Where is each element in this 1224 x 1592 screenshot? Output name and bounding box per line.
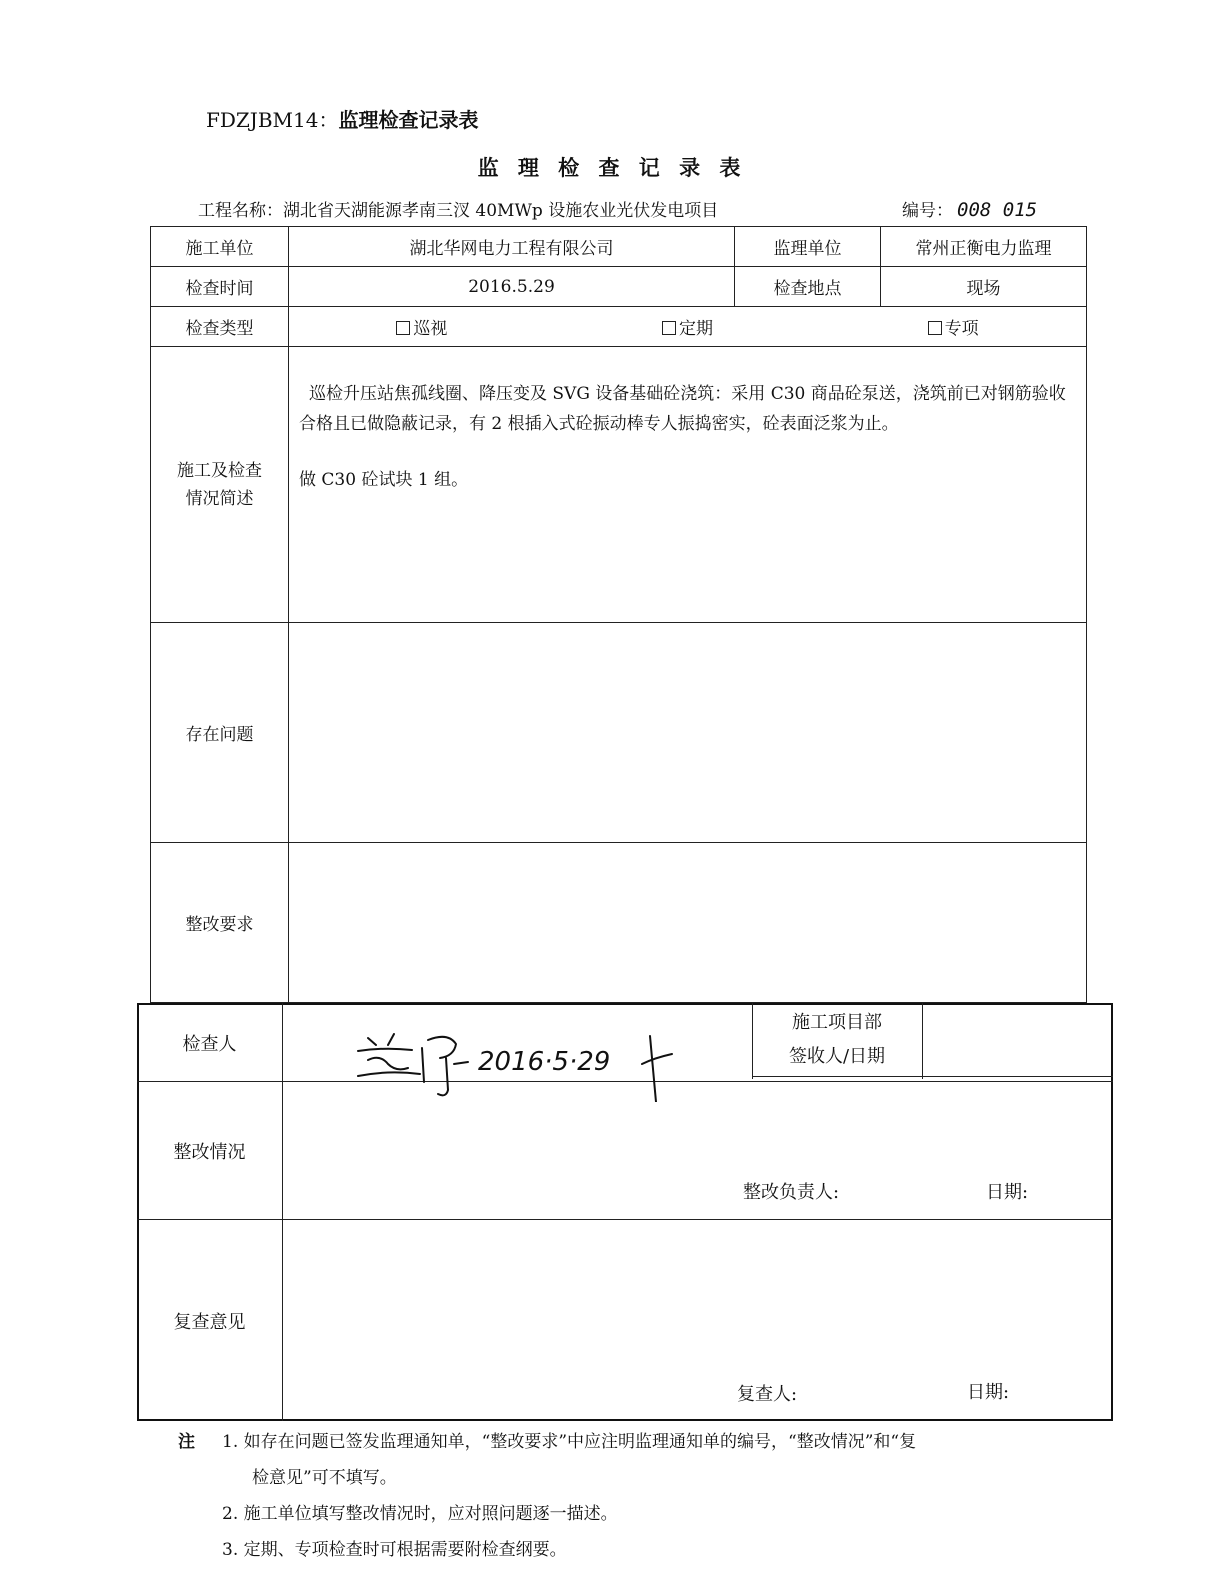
- rectification-responsible-label: 整改负责人:: [743, 1182, 840, 1203]
- serial-label: 编号：: [902, 201, 953, 221]
- supervision-unit-value: 常州正衡电力监理: [881, 227, 1087, 267]
- inspection-time-value: 2016.5.29: [289, 267, 735, 307]
- form-code-prefix: FDZJBM14：: [206, 108, 339, 132]
- divider: [752, 1076, 1113, 1077]
- serial-line: [902, 196, 1037, 221]
- dept-signoff-label: 施工项目部 签收人/日期: [788, 1012, 886, 1067]
- rectification-label: 整改情况: [173, 1142, 246, 1163]
- checkbox-icon: [662, 321, 676, 335]
- divider: [282, 1003, 283, 1421]
- form-code: [206, 104, 478, 133]
- reviewer-label: 复查人:: [737, 1384, 798, 1405]
- construction-unit-label: 施工单位: [151, 227, 289, 267]
- inspection-place-label: 检查地点: [735, 267, 881, 307]
- note-prefix: 注: [178, 1432, 195, 1452]
- review-date-label: 日期:: [967, 1382, 1010, 1403]
- note-item: 2. 施工单位填写整改情况时，应对照问题逐一描述。: [222, 1504, 618, 1524]
- type-option-patrol[interactable]: 巡视: [396, 314, 447, 339]
- inspection-place-value: 现场: [881, 267, 1087, 307]
- project-name: 湖北省天湖能源孝南三汊 40MWp 设施农业光伏发电项目: [283, 201, 719, 221]
- type-option-special[interactable]: 专项: [928, 314, 979, 339]
- record-table: [150, 226, 1087, 1003]
- inspector-signature: [354, 1018, 684, 1102]
- supervision-unit-label: 监理单位: [735, 227, 881, 267]
- checkbox-icon: [928, 321, 942, 335]
- footnotes: [178, 1424, 1118, 1568]
- description-paragraph: 巡检升压站焦孤线圈、降压变及 SVG 设备基础砼浇筑：采用 C30 商品砼泵送，浇筑前已对钢筋验收合格且已做隐蔽记录，有 2 根插入式砼振动棒专人振捣密实，砼表面泛浆为止。: [299, 384, 1066, 434]
- note-item-continued: 检意见”可不填写。: [252, 1468, 397, 1488]
- serial-value: 008 015: [957, 199, 1038, 221]
- divider: [922, 1003, 923, 1079]
- issues-content: [289, 623, 1087, 843]
- rectification-date-label: 日期:: [986, 1182, 1029, 1203]
- note-item: 3. 定期、专项检查时可根据需要附检查纲要。: [222, 1540, 567, 1560]
- signature-date: 2016·5·29: [478, 1047, 611, 1077]
- checkbox-icon: [396, 321, 410, 335]
- construction-unit-value: 湖北华网电力工程有限公司: [289, 227, 735, 267]
- description-paragraph: 做 C30 砼试块 1 组。: [299, 470, 469, 490]
- note-item: 注 1. 如存在问题已签发监理通知单，“整改要求”中应注明监理通知单的编号，“整改情况”和“复: [178, 1424, 1118, 1460]
- issues-label: 存在问题: [151, 623, 289, 843]
- document-title: 监 理 检 查 记 录 表: [477, 155, 747, 180]
- description-label: 施工及检查 情况简述: [151, 347, 289, 623]
- inspection-type-options: [289, 307, 1087, 347]
- project-line: [198, 196, 718, 221]
- requirements-label: 整改要求: [151, 843, 289, 1003]
- review-label: 复查意见: [173, 1312, 246, 1333]
- inspection-type-label: 检查类型: [151, 307, 289, 347]
- requirements-content: [289, 843, 1087, 1003]
- description-content: [289, 347, 1087, 623]
- form-code-name: 监理检查记录表: [338, 108, 479, 132]
- divider: [137, 1219, 1113, 1220]
- project-label: 工程名称：: [198, 201, 283, 221]
- type-option-periodic[interactable]: 定期: [662, 314, 713, 339]
- inspector-label: 检查人: [182, 1034, 237, 1055]
- inspection-time-label: 检查时间: [151, 267, 289, 307]
